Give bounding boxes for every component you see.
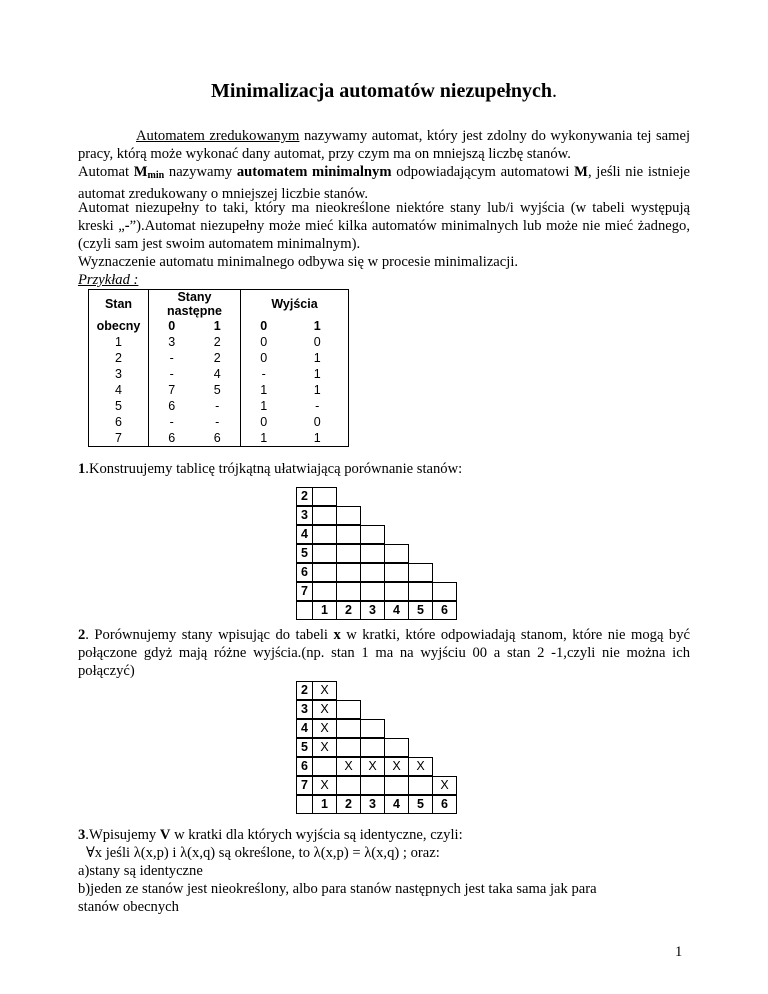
header-outputs: Wyjścia (241, 290, 349, 319)
tri-cell (432, 582, 457, 601)
tri-cell (336, 700, 361, 719)
tri-cell: X (312, 738, 337, 757)
tri-row-label: 7 (296, 776, 313, 795)
tri-col-label: 3 (360, 601, 385, 620)
state-cell: 5 (195, 382, 241, 398)
tri-col-label: 4 (384, 795, 409, 814)
state-cell: 4 (89, 382, 149, 398)
condition-b-cont: stanów obecnych (78, 899, 179, 915)
tri-cell (312, 582, 337, 601)
state-table: Stan Stany następne Wyjścia obecny 0 1 0 1 1 3 2 0 0 2 - 2 0 1 3 - 4 - 1 4 7 5 1 1 5 6 - 1 - 6 - - 0 0 7 6 6 1 1 (88, 289, 349, 447)
tri-row-label: 5 (296, 738, 313, 757)
state-cell: 1 (241, 382, 287, 398)
state-cell: 2 (195, 334, 241, 350)
state-cell: - (287, 398, 349, 414)
state-cell: 0 (241, 414, 287, 430)
state-cell: 4 (195, 366, 241, 382)
tri-cell: X (360, 757, 385, 776)
tri-cell (312, 487, 337, 506)
state-cell: 6 (195, 430, 241, 447)
tri-cell (336, 544, 361, 563)
tri-cell (384, 544, 409, 563)
tri-row-label: 3 (296, 506, 313, 525)
intro-paragraph-4: Wyznaczenie automatu minimalnego odbywa się w procesie minimalizacji. (78, 254, 519, 270)
header-next-states: Stany następne (149, 290, 241, 319)
state-row (89, 350, 349, 366)
state-cell: - (149, 350, 195, 366)
step-2: 2. Porównujemy stany wpisując do tabeli x w kratki, które odpowiadają stanom, które nie mogą być połączone gdyż mają różne wyjścia.(np. stan 1 ma na wyjściu 00 a stan 2 -1,czyli nie można ich połączyć) (78, 627, 690, 679)
state-cell: 1 (241, 398, 287, 414)
tri-cell (384, 738, 409, 757)
tri-col-label: 5 (408, 601, 433, 620)
tri-row-label: 7 (296, 582, 313, 601)
tri-row-label: 5 (296, 544, 313, 563)
tri-row-label: 2 (296, 487, 313, 506)
tri-col-label: 1 (312, 601, 337, 620)
tri-col-label: 1 (312, 795, 337, 814)
state-cell: 0 (287, 414, 349, 430)
tri-cell (408, 582, 433, 601)
intro-paragraph-3: Automat niezupełny to taki, który ma nieokreślone niektóre stany lub/i wyjścia (w tabeli występują kreski „-”).Automat niezupełny może mieć kilka automatów minimalnych lub może nie mieć żadnego, (czyli sam jest swoim automatem minimalnym). (78, 200, 690, 252)
intro-paragraph-1: Automatem zredukowanym nazywamy automat, który jest zdolny do wykonywania tej samej pracy, którą może wykonać dany automat, przy czym ma on mniejszą liczbę stanów. (78, 128, 690, 162)
state-cell: 1 (287, 350, 349, 366)
tri-cell: X (408, 757, 433, 776)
state-cell: 1 (287, 430, 349, 447)
example-label: Przykład : (78, 272, 139, 288)
tri-cell (360, 738, 385, 757)
state-cell: 3 (89, 366, 149, 382)
tri-cell (312, 506, 337, 525)
tri-cell (360, 776, 385, 795)
state-cell: 2 (89, 350, 149, 366)
tri-cell (384, 563, 409, 582)
page-title: Minimalizacja automatów niezupełnych. (210, 80, 558, 102)
tri-cell: X (312, 681, 337, 700)
state-cell: 0 (241, 334, 287, 350)
tri-col-label: 2 (336, 601, 361, 620)
tri-cell (408, 563, 433, 582)
state-cell: - (149, 414, 195, 430)
tri-row-label: 2 (296, 681, 313, 700)
tri-cell: X (312, 700, 337, 719)
tri-cell (360, 563, 385, 582)
tri-cell (384, 582, 409, 601)
header-state: Stan (89, 290, 149, 319)
state-cell: - (195, 398, 241, 414)
tri-cell (336, 719, 361, 738)
tri-col-label: 5 (408, 795, 433, 814)
tri-cell (360, 582, 385, 601)
formula: ∀x jeśli λ(x,p) i λ(x,q) są określone, to λ(x,p) = λ(x,q) ; oraz: (86, 845, 440, 861)
tri-cell: X (384, 757, 409, 776)
state-row (89, 398, 349, 414)
state-row (89, 382, 349, 398)
tri-cell (360, 544, 385, 563)
state-cell: 1 (287, 366, 349, 382)
state-cell: 2 (195, 350, 241, 366)
tri-corner (296, 601, 313, 620)
tri-cell (360, 525, 385, 544)
condition-b: b)jeden ze stanów jest nieokreślony, albo para stanów następnych jest taka sama jak para (78, 881, 597, 897)
tri-cell (336, 525, 361, 544)
tri-cell (336, 506, 361, 525)
tri-row-label: 6 (296, 563, 313, 582)
tri-col-label: 6 (432, 795, 457, 814)
state-cell: - (241, 366, 287, 382)
state-cell: 7 (89, 430, 149, 447)
state-cell: - (195, 414, 241, 430)
tri-cell: X (312, 776, 337, 795)
state-row (89, 414, 349, 430)
state-cell: 1 (89, 334, 149, 350)
state-cell: - (149, 366, 195, 382)
tri-cell (312, 757, 337, 776)
state-cell: 3 (149, 334, 195, 350)
tri-cell: X (432, 776, 457, 795)
tri-col-label: 6 (432, 601, 457, 620)
state-cell: 7 (149, 382, 195, 398)
tri-row-label: 3 (296, 700, 313, 719)
tri-row-label: 4 (296, 525, 313, 544)
state-cell: 0 (287, 334, 349, 350)
tri-cell (360, 719, 385, 738)
tri-cell (384, 776, 409, 795)
state-cell: 0 (241, 350, 287, 366)
state-cell: 6 (89, 414, 149, 430)
state-cell: 6 (149, 430, 195, 447)
state-cell: 5 (89, 398, 149, 414)
tri-cell: X (312, 719, 337, 738)
tri-col-label: 2 (336, 795, 361, 814)
tri-corner (296, 795, 313, 814)
state-cell: 1 (287, 382, 349, 398)
step-3: 3.Wpisujemy V w kratki dla których wyjścia są identyczne, czyli: (78, 827, 463, 843)
tri-cell (336, 738, 361, 757)
tri-col-label: 4 (384, 601, 409, 620)
page-number: 1 (675, 944, 683, 960)
tri-cell (312, 525, 337, 544)
state-cell: 6 (149, 398, 195, 414)
state-row (89, 430, 349, 447)
tri-row-label: 4 (296, 719, 313, 738)
tri-cell (336, 582, 361, 601)
condition-a: a)stany są identyczne (78, 863, 203, 879)
tri-cell (312, 563, 337, 582)
state-row (89, 366, 349, 382)
tri-cell (336, 563, 361, 582)
tri-cell (336, 776, 361, 795)
tri-row-label: 6 (296, 757, 313, 776)
state-cell: 1 (241, 430, 287, 447)
tri-cell: X (336, 757, 361, 776)
state-row (89, 334, 349, 350)
intro-paragraph-2: Automat Mmin nazywamy automatem minimalnym odpowiadającym automatowi M, jeśli nie istnieje automat zredukowany o mniejszej liczbie stanów. (78, 164, 690, 202)
tri-cell (312, 544, 337, 563)
tri-col-label: 3 (360, 795, 385, 814)
tri-cell (408, 776, 433, 795)
step-1: 1.Konstruujemy tablicę trójkątną ułatwiającą porównanie stanów: (78, 461, 463, 477)
